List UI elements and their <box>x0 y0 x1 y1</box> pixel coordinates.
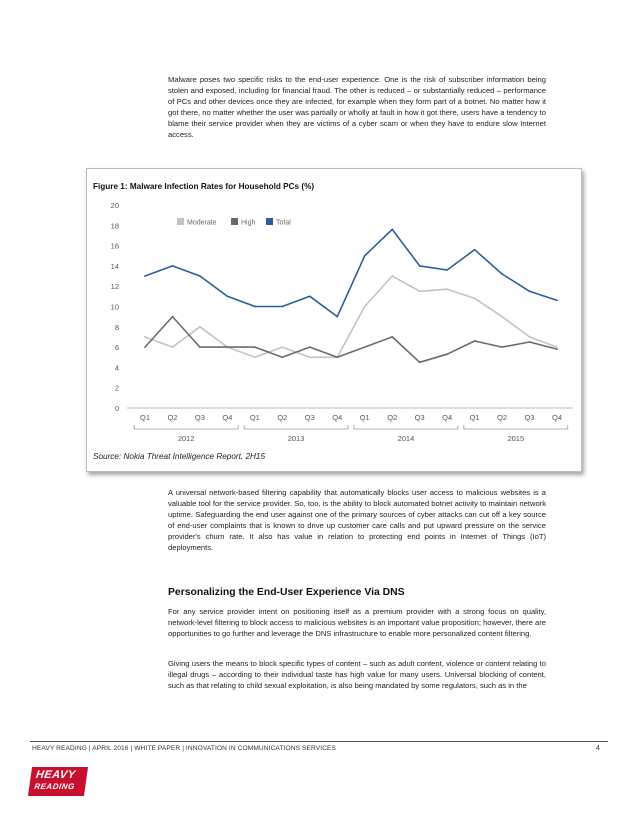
legend-label-total: Total <box>276 219 291 227</box>
data-point-total <box>309 295 311 297</box>
x-tick-label: Q1 <box>359 413 370 422</box>
section-heading: Personalizing the End-User Experience Via DNS <box>168 587 405 598</box>
y-tick-label: 12 <box>110 282 119 292</box>
x-tick-label: Q3 <box>194 413 205 422</box>
data-point-moderate <box>254 356 256 358</box>
data-point-total <box>199 275 201 277</box>
data-point-high <box>281 356 283 358</box>
data-point-high <box>227 346 229 348</box>
year-bracket <box>354 425 458 429</box>
data-point-total <box>474 249 476 251</box>
data-point-total <box>172 265 174 267</box>
logo-line-2: READING <box>33 782 76 791</box>
x-tick-label: Q3 <box>524 413 535 422</box>
y-tick-label: 14 <box>110 261 119 271</box>
y-tick-label: 16 <box>110 241 119 251</box>
data-point-high <box>364 346 366 348</box>
series-line-total <box>145 229 557 316</box>
data-point-high <box>446 353 448 355</box>
intro-paragraph: Malware poses two specific risks to the end-user experience. One is the risk of subscriber information being stolen and exposed, including for financial fraud. The other is reduced – or substantially reduced – performance of PCs and other devices once they are infected, for example when they form part of a botnet. No matter how it got there, no matter whether the user was partially or wholly at fault in how it got there, users have a tendency to blame their service provider when they are victims of a cyber scam or when they have to endure slow Internet access. <box>168 75 546 139</box>
figure-1 <box>86 168 582 472</box>
data-point-total <box>556 300 558 302</box>
data-point-high <box>199 346 201 348</box>
data-point-total <box>281 306 283 308</box>
year-label: 2012 <box>177 434 195 443</box>
data-point-high <box>391 336 393 338</box>
year-bracket <box>464 425 568 429</box>
page-number: 4 <box>596 745 600 752</box>
x-tick-label: Q1 <box>139 413 151 422</box>
x-tick-label: Q3 <box>414 413 425 422</box>
y-tick-label: 8 <box>114 322 119 332</box>
year-label: 2013 <box>287 434 305 443</box>
data-point-total <box>227 295 229 297</box>
data-point-total <box>336 316 338 318</box>
data-point-moderate <box>199 326 201 328</box>
filtering-paragraph: A universal network-based filtering capability that automatically blocks user access to malicious websites is a valuable tool for the service provider. So, too, is the ability to block automated botnet activity to maintain network uptime. Safeguarding the end user against one of the primary sources of cyber attacks can cut off a key source of end-user complaints that is known to drive up customer care calls and put upward pressure on the service provider's churn rate. It also has value in relation to protecting end points in Internet of Things (IoT) deployments. <box>168 488 546 552</box>
x-tick-label: Q4 <box>222 413 233 422</box>
data-point-total <box>501 273 503 275</box>
data-point-high <box>254 346 256 348</box>
data-point-moderate <box>474 297 476 299</box>
data-point-high <box>474 340 476 342</box>
data-point-moderate <box>309 356 311 358</box>
data-point-high <box>309 346 311 348</box>
data-point-high <box>556 348 558 350</box>
data-point-high <box>336 356 338 358</box>
y-tick-label: 6 <box>114 343 119 353</box>
x-tick-label: Q4 <box>332 413 343 422</box>
heavy-reading-logo <box>28 767 88 796</box>
data-point-total <box>446 269 448 271</box>
y-tick-label: 2 <box>114 383 119 393</box>
x-tick-label: Q4 <box>551 413 563 422</box>
data-point-moderate <box>144 336 146 338</box>
y-tick-label: 20 <box>110 201 119 210</box>
x-tick-label: Q3 <box>304 413 315 422</box>
x-tick-label: Q1 <box>469 413 480 422</box>
data-point-moderate <box>501 316 503 318</box>
data-point-moderate <box>281 346 283 348</box>
legend-swatch-high <box>231 218 238 225</box>
legend-swatch-moderate <box>177 218 184 225</box>
data-point-moderate <box>529 336 531 338</box>
x-tick-label: Q1 <box>249 413 260 422</box>
data-point-high <box>501 346 503 348</box>
data-point-total <box>364 255 366 257</box>
dns-paragraph: For any service provider intent on positioning itself as a premium provider with a strong focus on quality, network-level filtering to block access to malicious websites is an important value proposition; however, there are opportunities to go further and leverage the DNS infrastructure to enable more personalized content filtering. <box>168 607 546 638</box>
data-point-total <box>391 228 393 230</box>
data-point-high <box>144 346 146 348</box>
data-point-total <box>144 275 146 277</box>
data-point-moderate <box>364 306 366 308</box>
data-point-high <box>172 316 174 318</box>
data-point-high <box>419 361 421 363</box>
footer-divider <box>30 741 608 742</box>
x-tick-label: Q2 <box>277 413 288 422</box>
figure-source: Source: Nokia Threat Intelligence Report, 2H15 <box>93 452 266 461</box>
data-point-total <box>254 306 256 308</box>
data-point-total <box>529 290 531 292</box>
series-line-high <box>145 317 557 363</box>
year-bracket <box>134 425 238 429</box>
x-tick-label: Q2 <box>387 413 398 422</box>
y-tick-label: 18 <box>110 221 119 231</box>
year-bracket <box>244 425 348 429</box>
figure-title: Figure 1: Malware Infection Rates for Household PCs (%) <box>93 182 315 191</box>
y-tick-label: 10 <box>110 302 119 312</box>
x-tick-label: Q2 <box>167 413 178 422</box>
data-point-moderate <box>446 288 448 290</box>
data-point-high <box>529 341 531 343</box>
year-label: 2015 <box>507 434 525 443</box>
logo-line-1: HEAVY <box>35 769 77 781</box>
legend-swatch-total <box>266 218 273 225</box>
blocking-paragraph: Giving users the means to block specific types of content – such as adult content, violence or content relating to illegal drugs – according to their individual taste has high value for many users. Universal blocking of content, such as that relating to child sexual exploitation, is also being mandated by some regulators, such as in the <box>168 659 546 690</box>
line-chart <box>87 169 581 471</box>
x-tick-label: Q2 <box>497 413 508 422</box>
year-label: 2014 <box>397 434 415 443</box>
data-point-moderate <box>391 275 393 277</box>
data-point-total <box>419 265 421 267</box>
legend-label-moderate: Moderate <box>187 219 217 227</box>
data-point-moderate <box>556 346 558 348</box>
data-point-moderate <box>419 290 421 292</box>
footer-text: HEAVY READING | APRIL 2016 | WHITE PAPER | INNOVATION IN COMMUNICATIONS SERVICES <box>32 745 337 752</box>
y-tick-label: 4 <box>114 363 119 373</box>
y-tick-label: 0 <box>114 404 119 413</box>
legend-label-high: High <box>241 219 256 227</box>
x-tick-label: Q4 <box>442 413 453 422</box>
data-point-moderate <box>172 346 174 348</box>
